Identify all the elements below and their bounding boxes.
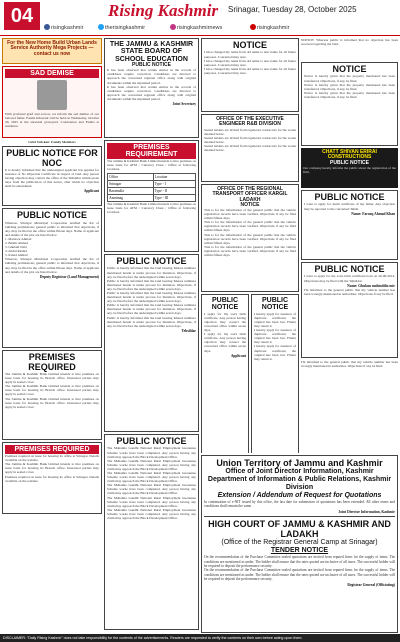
public-notice-birth-cert: PUBLIC NOTICE I want to apply for my son's birth certificate born on 20-06-2014. Objections may be filed with the Tehsildar. Name: Ghulam mohiuddin mir I'm informed to the general public that my vehicle number has been wrongly mentioned in authorities. Objections if any be filed. bbox=[301, 262, 398, 358]
youtube-icon bbox=[250, 24, 256, 30]
notice-title: THE JAMMU & KASHMIR STATE BOARD OF SCHOOL EDUCATION bbox=[109, 41, 194, 63]
notice-pair bbox=[201, 294, 299, 453]
notice-title: NOTICE bbox=[332, 64, 367, 74]
table-row: Anantnag Type - III bbox=[108, 195, 196, 202]
social-facebook[interactable]: risingkashmir bbox=[44, 24, 83, 31]
public-notice-smc: PUBLIC NOTICE Whereas, Srinagar Municipal Corporation notified the list of building permissions; general public is informed that objections, if any, may be filed in the office within fifteen days. Name of applicant and details of the plot are listed below. 1. Manzoor Ahmad 2. Bashir Ahmad 3. Ghulam Nabi 4. Abdul Rashid 5. Irshad Ahmad Whereas, Srinagar Municipal Corporation notified the list of building permissions; general public is informed that objections, if any, may be filed in the office within fifteen days. Name of applicant and details of the plot are listed below. Deputy Registrar (Land Management) bbox=[2, 208, 102, 348]
premises-requirement: PREMISES REQUIREMENT The Jammu & Kashmir Bank Limited intends to hire premises on lease basis for ATM / Currency Chest / Office at following locations. Office Location Srinagar Type - I Baramulla Type - II Anantnag Type - III The Jammu & Kashmir Bank Limited intends to hire premises on lease basis for ATM / Currency Chest / Office at following locations. bbox=[104, 140, 199, 252]
name-change-notice: NOTICE I have changed my name from old name to new name for all future purposes. Concerned may note. I have changed my name from old name to new name for all future purposes. Concerned may note. I have changed my name from old name to new name for all future purposes. Concerned may note. bbox=[201, 38, 299, 112]
list-item: 1. Manzoor Ahmad bbox=[5, 236, 32, 241]
tender-notice-title: TENDER NOTICE bbox=[270, 547, 329, 555]
ut-title: Union Territory of Jammu and Kashmir bbox=[216, 458, 383, 468]
property-notice: NOTICE Notice is hereby given that the property mentioned has been transferred. Objections, if any, be filed. Notice is hereby given that the property mentioned has been transferred. Objections, if any, be filed. Notice is hereby given that the property mentioned has been transferred. Objections, if any, be filed. bbox=[301, 62, 398, 146]
notice-title: PUBLIC NOTICE bbox=[314, 192, 385, 202]
notice-title: OFFICE OF THE EXECUTIVE ENGINEER R&B DIVISION bbox=[216, 116, 284, 128]
notice-title: PUBLIC NOTICE bbox=[261, 297, 289, 312]
government-notices: Union Territory of Jammu and Kashmir Office of Joint Director Information, Kashmir Department of Information & Public Relations, Kashmir Division Extension / Addendum of Request for Quotations In continuation of e-NIT issued by this office, the last date for submission of quotations has been extended. All other terms and conditions shall remain the same. Joint Director Information, Kashmir HIGH COURT OF JAMMU & KASHMIR AND LADAKH (Office of the Registrar General Camp at Srinagar) TENDER NOTICE On the recommendation of the Purchase Committee sealed quotations are invited from reputed firms for the supply of items. The conditions are mentioned as under. The bidder shall ensure that the rates quoted are inclusive of all taxes. The successful bidder will be required to deposit the performance security. On the recommendation of the Purchase Committee sealed quotations are invited from reputed firms for the supply of items. The conditions are mentioned as under. The bidder shall ensure that the rates quoted are inclusive of all taxes. The successful bidder will be required to deposit the performance security. Registrar General (Officiating) bbox=[201, 455, 398, 633]
notice-title: PUBLIC NOTICE FOR NOC bbox=[6, 148, 98, 168]
jkbose-notice: THE JAMMU & KASHMIR STATE BOARD OF SCHOOL EDUCATION PUBLIC NOTICE It has been observed that certain entries in the records of candidates require correction. Candidates are directed to approach the concerned regional office along with original documents within the stipulated period. It has been observed that certain entries in the records of candidates require correction. Candidates are directed to approach the concerned regional office along with original documents within the stipulated period. Joint Secretary bbox=[104, 38, 199, 138]
social-youtube[interactable]: risingkashmir bbox=[250, 24, 289, 31]
list-item: 3. Ghulam Nabi bbox=[5, 245, 27, 250]
column-2 bbox=[104, 38, 199, 634]
public-notice-duplicate: PUBLIC NOTICE I hereby apply for issuance of duplicate certificate; the original has been lost. Finder may return it. I hereby apply for issuance of duplicate certificate; the original has been lost. Finder may return it. I hereby apply for issuance of duplicate certificate; the original has been lost. Finder may return it. bbox=[251, 294, 299, 453]
addendum-title: Extension / Addendum of Request for Quotations bbox=[217, 492, 382, 499]
notice-title: NOTICE bbox=[232, 40, 267, 50]
sad-demise-signature: Grief Stricken: Family Members bbox=[28, 140, 76, 144]
list-item: 4. Abdul Rashid bbox=[5, 249, 27, 254]
disclaimer-footer: DISCLAIMER: "Daily Rising Kashmir" does not take responsibility for the contents of the advertisements. Readers are requested to verify the contents on their own before acting upon them. bbox=[0, 634, 400, 642]
column-3 bbox=[201, 38, 299, 453]
notice-title: PUBLIC NOTICE bbox=[211, 297, 239, 312]
facebook-icon bbox=[44, 24, 50, 30]
notice-title: PREMISES REQUIREMENT bbox=[107, 143, 196, 159]
public-notice-birth: PUBLIC NOTICE I apply for my son's birth certificate. Any person having objection may contact the concerned office within seven days. I apply for my son's birth certificate. Any person having objection may contact the concerned office within seven days. Applicant bbox=[201, 294, 249, 453]
table-row: Office Location bbox=[108, 174, 196, 181]
column-4 bbox=[301, 38, 398, 453]
table-row: Baramulla Type - II bbox=[108, 188, 196, 195]
page-number: 04 bbox=[4, 2, 40, 30]
sad-demise-text: With profound grief and sorrow, we inform the sad demise of our beloved father. Fateha Khawani will be held on Wednesday, October 29, 2025 at the ancestral graveyard. Condolence and Fateha at residence. bbox=[5, 112, 99, 129]
notice-title: PUBLIC NOTICE bbox=[16, 210, 87, 221]
public-notice-mgnrega: PUBLIC NOTICE The Mahatma Gandhi National Rural Employment Guarantee Scheme works have been completed. Any person having any claim may approach the Block Development Office. The Mahatma Gandhi National Rural Employment Guarantee Scheme works have been completed. Any person having any claim may approach the Block Development Office. The Mahatma Gandhi National Rural Employment Guarantee Scheme works have been completed. Any person having any claim may approach the Block Development Office. The Mahatma Gandhi National Rural Employment Guarantee Scheme works have been completed. Any person having any claim may approach the Block Development Office. The Mahatma Gandhi National Rural Employment Guarantee Scheme works have been completed. Any person having any claim may approach the Block Development Office. The Mahatma Gandhi National Rural Employment Guarantee Scheme works have been completed. Any person having any claim may approach the Block Development Office. bbox=[104, 434, 199, 630]
notice-title: OFFICE OF THE REGIONAL TRANSPORT OFFICER KARGIL LADAKH bbox=[212, 186, 288, 203]
jk-bank-banner: PREMISES REQUIRED bbox=[5, 445, 99, 454]
notice-title: PUBLIC NOTICE bbox=[116, 256, 187, 266]
notice-title: PREMISES REQUIRED bbox=[28, 352, 76, 372]
ad-urban-lands[interactable]: For the New Home Build Urban Lands Service Authority Mega Projects — contact us now bbox=[2, 38, 102, 64]
premises-required-1: PREMISES REQUIRED The Jammu & Kashmir Bank Limited intends to hire premises on lease basis for housing its Branch office. Interested parties may apply in sealed cover. The Jammu & Kashmir Bank Limited intends to hire premises on lease basis for housing its Branch office. Interested parties may apply in sealed cover. The Jammu & Kashmir Bank Limited intends to hire premises on lease basis for housing its Branch office. Interested parties may apply in sealed cover. bbox=[2, 350, 102, 440]
premises-required-2: PREMISES REQUIRED Premises required on lease for housing its office at Srinagar. Details available on the website. The Jammu & Kashmir Bank Limited intends to hire premises on lease basis for housing its Branch office. Interested parties may apply in sealed cover. Premises required on lease for housing its office at Srinagar. Details available on the website. bbox=[2, 442, 102, 514]
list-item: 2. Bashir Ahmad bbox=[5, 241, 28, 245]
top-notice-text: NOTICE: Whereas public is informed that no objection has been received regarding the land. bbox=[301, 38, 398, 47]
notice-title: PUBLIC NOTICE bbox=[314, 264, 385, 274]
high-court-subtitle: (Office of the Registrar General Camp at Srinagar) bbox=[221, 539, 378, 547]
dateline: Srinagar, Tuesday 28, October 2025 bbox=[228, 5, 357, 14]
social-instagram[interactable]: risingkashmirnews bbox=[170, 24, 222, 31]
construction-company-ad[interactable]: CHATT SHIVAN ERIRAI CONSTRUCTIONS PUBLIC NOTICE Our company hereby informs the public about the registration of the firm. bbox=[301, 148, 398, 188]
social-twitter[interactable]: therisingkashmir bbox=[98, 24, 145, 31]
vehicle-notice-text: I'm informed to the general public that my vehicle number has been wrongly mentioned in authorities. Objections if any be filed. bbox=[301, 360, 398, 369]
list-item: 5. Irshad Ahmad bbox=[5, 253, 28, 258]
instagram-icon bbox=[170, 24, 176, 30]
notice-title: PUBLIC NOTICE bbox=[116, 436, 187, 446]
paper-name: Rising Kashmir bbox=[108, 1, 219, 20]
twitter-icon bbox=[98, 24, 104, 30]
office-title: Office of Joint Director Information, Kashmir bbox=[225, 468, 374, 475]
public-notice-land: PUBLIC NOTICE Public is hereby informed that the land bearing Khasra numbers mentioned herein is under process for mutation. Objections, if any, be filed before the undersigned within seven days. Public is hereby informed that the land bearing Khasra numbers mentioned herein is under process for mutation. Objections, if any, be filed before the undersigned within seven days. Public is hereby informed that the land bearing Khasra numbers mentioned herein is under process for mutation. Objections, if any, be filed before the undersigned within seven days. Public is hereby informed that the land bearing Khasra numbers mentioned herein is under process for mutation. Objections, if any, be filed before the undersigned within seven days. Public is hereby informed that the land bearing Khasra numbers mentioned herein is under process for mutation. Objections, if any, be filed before the undersigned within seven days. Tehsildar bbox=[104, 254, 199, 432]
table-row: Srinagar Type - I bbox=[108, 181, 196, 188]
sad-demise-title: SAD DEMISE bbox=[5, 69, 99, 78]
department-title: Department of Information & Public Relations, Kashmir Division bbox=[207, 476, 392, 491]
rto-kargil-notice: OFFICE OF THE REGIONAL TRANSPORT OFFICER KARGIL LADAKH NOTICE This is for the information of the general public that the vehicle registration records have been verified. Objections if any be filed within fifteen days. This is for the information of the general public that the vehicle registration records have been verified. Objections if any be filed within fifteen days. This is for the information of the general public that the vehicle registration records have been verified. Objections if any be filed within fifteen days. This is for the information of the general public that the vehicle registration records have been verified. Objections if any be filed within fifteen days. bbox=[201, 184, 299, 292]
high-court-title: HIGH COURT OF JAMMU & KASHMIR AND LADAKH bbox=[208, 519, 391, 540]
rnb-tender-notice: OFFICE OF THE EXECUTIVE ENGINEER R&B DIVISION Sealed tenders are invited from registered contractors for the works detailed below. Sealed tenders are invited from registered contractors for the works detailed below. Sealed tenders are invited from registered contractors for the works detailed below. bbox=[201, 114, 299, 182]
page-header bbox=[0, 0, 400, 36]
public-notice-noc: PUBLIC NOTICE FOR NOC It is hereby informed that the undersigned applicant has applied for issuance of No Objection Certificate in respect of land. Any person having objection may contact the office of the Tehsildar within seven days from the publication of this notice, after which no objection shall be entertained. Applicant bbox=[2, 146, 102, 206]
portrait-photo bbox=[37, 80, 67, 110]
sad-demise-notice bbox=[2, 66, 102, 138]
premises-table bbox=[107, 173, 196, 202]
column-1 bbox=[2, 38, 102, 634]
public-notice-death-cert: PUBLIC NOTICE I want to apply for death certificate of my father. Any objection may be reported to the concerned Tehsil. Name: Farooq Ahmad Khan bbox=[301, 190, 398, 260]
